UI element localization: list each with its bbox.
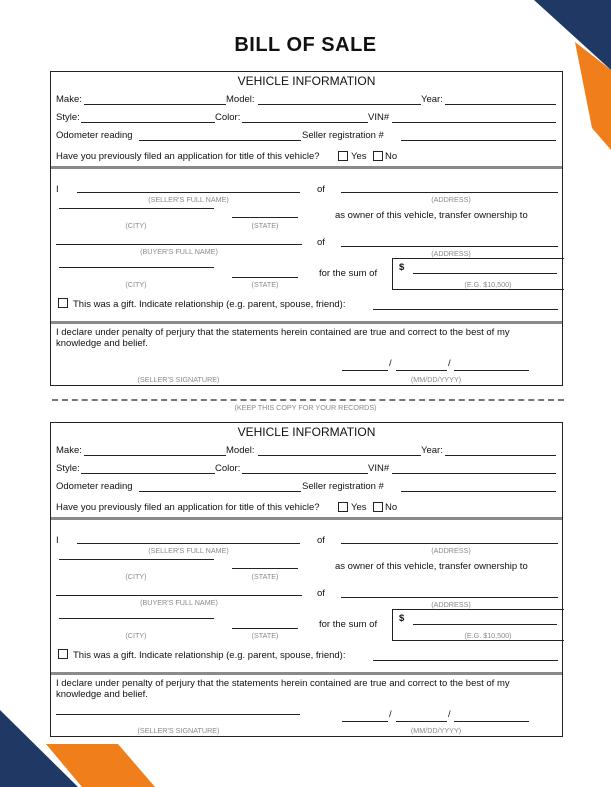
seller-address-field[interactable] (341, 192, 558, 193)
seller-signature-caption: (SELLER'S SIGNATURE) (137, 375, 220, 384)
vin-label: VIN# (368, 463, 390, 474)
seller-state-field[interactable] (232, 217, 298, 218)
title-question: Have you previously filed an application for title of this vehicle? (56, 151, 320, 162)
no-checkbox[interactable] (373, 502, 383, 512)
model-label: Model: (226, 94, 255, 105)
buyer-full-name-caption: (BUYER'S FULL NAME) (140, 247, 218, 256)
cut-line (52, 399, 564, 401)
buyer-state-caption: (STATE) (251, 631, 279, 640)
model-label: Model: (226, 445, 255, 456)
color-field[interactable] (242, 122, 368, 123)
year-label: Year: (421, 94, 443, 105)
document-title: BILL OF SALE (234, 34, 377, 56)
style-field[interactable] (81, 473, 215, 474)
buyer-address-caption: (ADDRESS) (431, 249, 471, 258)
vehicle-information-section (51, 423, 562, 518)
color-label: Color: (215, 463, 241, 474)
seller-city-caption: (CITY) (125, 572, 147, 581)
declaration-section (51, 324, 562, 386)
bill-of-sale-form-copy-2 (50, 422, 563, 737)
gift-relationship-field[interactable] (373, 660, 558, 661)
of-label: of (317, 588, 325, 599)
ownership-transfer-section (51, 169, 562, 321)
no-checkbox[interactable] (373, 151, 383, 161)
seller-signature-caption: (SELLER'S SIGNATURE) (137, 726, 220, 735)
owner-transfer-text: as owner of this vehicle, transfer ownership to (335, 561, 528, 572)
of-label: of (317, 184, 325, 195)
no-label: No (385, 502, 398, 513)
yes-checkbox[interactable] (338, 151, 348, 161)
seller-state-caption: (STATE) (251, 221, 279, 230)
seller-address-caption: (ADDRESS) (431, 546, 471, 555)
color-label: Color: (215, 112, 241, 123)
seller-full-name-caption: (SELLER'S FULL NAME) (148, 195, 229, 204)
seller-state-field[interactable] (232, 568, 298, 569)
date-year-field[interactable] (454, 370, 529, 371)
vin-field[interactable] (392, 122, 556, 123)
no-label: No (385, 151, 398, 162)
seller-state-caption: (STATE) (251, 572, 279, 581)
vehicle-information-heading: VEHICLE INFORMATION (237, 425, 376, 439)
gift-relationship-field[interactable] (373, 309, 558, 310)
date-caption: (MM/DD/YYYY) (410, 726, 462, 735)
year-field[interactable] (445, 455, 556, 456)
seller-registration-field[interactable] (401, 140, 556, 141)
color-field[interactable] (242, 473, 368, 474)
odometer-field[interactable] (139, 140, 301, 141)
style-label: Style: (56, 463, 80, 474)
dollar-sign: $ (399, 613, 405, 624)
seller-address-caption: (ADDRESS) (431, 195, 471, 204)
buyer-city-caption: (CITY) (125, 280, 147, 289)
sum-label: for the sum of (319, 268, 378, 279)
date-separator: / (448, 709, 451, 720)
buyer-full-name-field[interactable] (56, 244, 302, 245)
sale-amount-box[interactable] (392, 609, 564, 641)
of-label: of (317, 237, 325, 248)
buyer-state-field[interactable] (232, 277, 298, 278)
seller-full-name-field[interactable] (77, 192, 300, 193)
buyer-address-field[interactable] (341, 597, 558, 598)
vin-field[interactable] (392, 473, 556, 474)
i-label: I (56, 184, 59, 195)
bill-of-sale-form-copy-1 (50, 71, 563, 386)
style-label: Style: (56, 112, 80, 123)
buyer-city-caption: (CITY) (125, 631, 147, 640)
seller-city-caption: (CITY) (125, 221, 147, 230)
buyer-address-caption: (ADDRESS) (431, 600, 471, 609)
date-day-field[interactable] (396, 370, 447, 371)
gift-text: This was a gift. Indicate relationship (e.g. parent, spouse, friend): (73, 299, 346, 310)
declaration-text: I declare under penalty of perjury that the statements herein contained are true and correct to the best of my knowledge and belief. (56, 678, 510, 700)
buyer-full-name-caption: (BUYER'S FULL NAME) (140, 598, 218, 607)
buyer-city-field[interactable] (59, 267, 214, 268)
date-separator: / (389, 358, 392, 369)
date-day-field[interactable] (396, 721, 447, 722)
date-caption: (MM/DD/YYYY) (410, 375, 462, 384)
date-month-field[interactable] (342, 721, 388, 722)
date-month-field[interactable] (342, 370, 388, 371)
gift-checkbox[interactable] (58, 298, 68, 308)
example-amount-caption: (E.G. $10,500) (464, 631, 512, 640)
vin-label: VIN# (368, 112, 390, 123)
owner-transfer-text: as owner of this vehicle, transfer ownership to (335, 210, 528, 221)
odometer-label: Odometer reading (56, 130, 133, 141)
style-field[interactable] (81, 122, 215, 123)
make-label: Make: (56, 445, 82, 456)
year-field[interactable] (445, 104, 556, 105)
keep-copy-note: (KEEP THIS COPY FOR YOUR RECORDS) (234, 403, 377, 412)
gift-text: This was a gift. Indicate relationship (e.g. parent, spouse, friend): (73, 650, 346, 661)
make-field[interactable] (84, 455, 226, 456)
i-label: I (56, 535, 59, 546)
seller-registration-label: Seller registration # (302, 130, 384, 141)
odometer-field[interactable] (139, 491, 301, 492)
seller-signature-field[interactable] (56, 714, 300, 715)
model-field[interactable] (258, 455, 421, 456)
sum-label: for the sum of (319, 619, 378, 630)
yes-label: Yes (351, 151, 367, 162)
buyer-state-field[interactable] (232, 628, 298, 629)
seller-city-field[interactable] (59, 559, 214, 560)
ownership-transfer-section (51, 520, 562, 672)
date-separator: / (448, 358, 451, 369)
make-field[interactable] (84, 104, 226, 105)
declaration-section (51, 675, 562, 737)
buyer-address-field[interactable] (341, 246, 558, 247)
declaration-text: I declare under penalty of perjury that the statements herein contained are true and correct to the best of my knowledge and belief. (56, 327, 510, 349)
yes-label: Yes (351, 502, 367, 513)
date-year-field[interactable] (454, 721, 529, 722)
model-field[interactable] (258, 104, 421, 105)
sale-amount-field[interactable] (413, 273, 557, 274)
dollar-sign: $ (399, 262, 405, 273)
make-label: Make: (56, 94, 82, 105)
vehicle-information-section (51, 72, 562, 167)
title-question: Have you previously filed an application for title of this vehicle? (56, 502, 320, 513)
buyer-state-caption: (STATE) (251, 280, 279, 289)
seller-full-name-field[interactable] (77, 543, 300, 544)
gift-checkbox[interactable] (58, 649, 68, 659)
date-separator: / (389, 709, 392, 720)
odometer-label: Odometer reading (56, 481, 133, 492)
vehicle-information-heading: VEHICLE INFORMATION (237, 74, 376, 88)
buyer-city-field[interactable] (59, 618, 214, 619)
example-amount-caption: (E.G. $10,500) (464, 280, 512, 289)
seller-registration-label: Seller registration # (302, 481, 384, 492)
year-label: Year: (421, 445, 443, 456)
seller-address-field[interactable] (341, 543, 558, 544)
of-label: of (317, 535, 325, 546)
yes-checkbox[interactable] (338, 502, 348, 512)
sale-amount-box[interactable] (392, 258, 564, 290)
seller-full-name-caption: (SELLER'S FULL NAME) (148, 546, 229, 555)
seller-registration-field[interactable] (401, 491, 556, 492)
buyer-full-name-field[interactable] (56, 595, 302, 596)
sale-amount-field[interactable] (413, 624, 557, 625)
seller-city-field[interactable] (59, 208, 214, 209)
